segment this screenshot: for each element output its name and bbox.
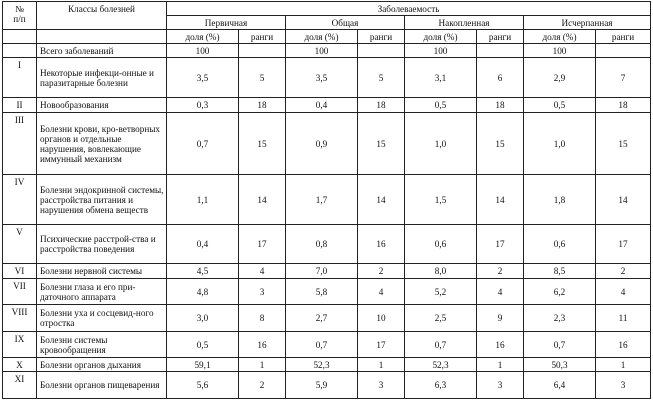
incidence-table-container bbox=[2, 1, 650, 404]
rank-value: 15 bbox=[239, 113, 286, 175]
rank-value: 5 bbox=[358, 58, 405, 98]
rank-value: 7 bbox=[596, 58, 651, 98]
share-value: 1,0 bbox=[524, 113, 596, 175]
share-header: доля (%) bbox=[167, 30, 239, 44]
rank-value: 3 bbox=[596, 372, 651, 399]
value-cell bbox=[358, 44, 405, 58]
share-value: 0,4 bbox=[167, 225, 239, 264]
value-cell: 100 bbox=[167, 44, 239, 58]
rank-value: 14 bbox=[358, 175, 405, 225]
disease-class-name: Всего заболеваний bbox=[37, 44, 167, 58]
table-row bbox=[3, 332, 651, 358]
share-value: 2,9 bbox=[524, 58, 596, 98]
share-value: 52,3 bbox=[286, 358, 358, 372]
value-cell bbox=[239, 44, 286, 58]
share-value: 0,5 bbox=[524, 98, 596, 113]
share-value: 1,8 bbox=[524, 175, 596, 225]
value-cell: 100 bbox=[524, 44, 596, 58]
share-header: доля (%) bbox=[405, 30, 477, 44]
value-cell: 100 bbox=[405, 44, 477, 58]
share-value: 3,5 bbox=[167, 58, 239, 98]
table-row bbox=[3, 358, 651, 372]
rank-value: 4 bbox=[596, 279, 651, 305]
disease-class-name: Болезни эндокринной системы, расстройства питания и нарушения обмена веществ bbox=[37, 175, 167, 225]
class-number: IV bbox=[3, 175, 37, 225]
rank-value: 5 bbox=[239, 58, 286, 98]
disease-class-name: Новообразования bbox=[37, 98, 167, 113]
rank-value: 4 bbox=[358, 279, 405, 305]
share-header: доля (%) bbox=[524, 30, 596, 44]
share-value: 3,1 bbox=[405, 58, 477, 98]
class-number: III bbox=[3, 113, 37, 175]
table-row bbox=[3, 225, 651, 264]
share-value: 6,3 bbox=[405, 372, 477, 399]
class-cell bbox=[3, 44, 37, 58]
rank-value: 2 bbox=[358, 264, 405, 279]
class-number: VIII bbox=[3, 305, 37, 332]
rank-value: 18 bbox=[239, 98, 286, 113]
table-row bbox=[3, 98, 651, 113]
rank-value: 16 bbox=[596, 332, 651, 358]
group-header-primary: Первичная bbox=[167, 16, 286, 30]
table-row-total bbox=[3, 44, 651, 58]
rank-value: 1 bbox=[477, 358, 524, 372]
rank-value: 1 bbox=[358, 358, 405, 372]
rank-header: ранги bbox=[358, 30, 405, 44]
share-value: 0,7 bbox=[167, 113, 239, 175]
share-value: 0,6 bbox=[405, 225, 477, 264]
table-row bbox=[3, 113, 651, 175]
table-row bbox=[3, 305, 651, 332]
class-number: II bbox=[3, 98, 37, 113]
share-value: 52,3 bbox=[405, 358, 477, 372]
share-value: 6,4 bbox=[524, 372, 596, 399]
incidence-header: Заболеваемость bbox=[167, 2, 651, 16]
share-value: 4,5 bbox=[167, 264, 239, 279]
rank-value: 8 bbox=[239, 305, 286, 332]
rank-value: 3 bbox=[358, 372, 405, 399]
share-value: 1,0 bbox=[405, 113, 477, 175]
rank-value: 18 bbox=[596, 98, 651, 113]
class-number: V bbox=[3, 225, 37, 264]
share-value: 0,6 bbox=[524, 225, 596, 264]
share-value: 1,5 bbox=[405, 175, 477, 225]
rank-value: 17 bbox=[239, 225, 286, 264]
share-value: 0,7 bbox=[524, 332, 596, 358]
rank-value: 2 bbox=[477, 264, 524, 279]
number-subheader bbox=[3, 30, 37, 44]
rank-value: 15 bbox=[358, 113, 405, 175]
group-header-accumulated: Накопленная bbox=[405, 16, 524, 30]
table-row bbox=[3, 372, 651, 399]
disease-class-name: Болезни системы кровообращения bbox=[37, 332, 167, 358]
share-header: доля (%) bbox=[286, 30, 358, 44]
disease-class-name: Психические расстрой-ства и расстройства поведения bbox=[37, 225, 167, 264]
rank-header: ранги bbox=[239, 30, 286, 44]
share-value: 1,7 bbox=[286, 175, 358, 225]
disease-class-name: Болезни крови, кро-ветворных органов и отдельные нарушения, вовлекающие иммунный механизм bbox=[37, 113, 167, 175]
rank-header: ранги bbox=[477, 30, 524, 44]
rank-value: 15 bbox=[477, 113, 524, 175]
rank-value: 9 bbox=[477, 305, 524, 332]
share-value: 5,2 bbox=[405, 279, 477, 305]
rank-value: 16 bbox=[358, 225, 405, 264]
rank-value: 18 bbox=[358, 98, 405, 113]
rank-value: 17 bbox=[596, 225, 651, 264]
value-cell bbox=[477, 44, 524, 58]
number-header: № п/п bbox=[3, 2, 37, 30]
share-value: 0,7 bbox=[286, 332, 358, 358]
group-header-general: Общая bbox=[286, 16, 405, 30]
class-number: VII bbox=[3, 279, 37, 305]
rank-value: 18 bbox=[477, 98, 524, 113]
share-value: 8,0 bbox=[405, 264, 477, 279]
rank-value: 2 bbox=[596, 264, 651, 279]
disease-class-name: Болезни нервной системы bbox=[37, 264, 167, 279]
group-header-exhausted: Исчерпанная bbox=[524, 16, 651, 30]
table-row bbox=[3, 58, 651, 98]
rank-value: 16 bbox=[477, 332, 524, 358]
share-value: 0,8 bbox=[286, 225, 358, 264]
share-value: 5,9 bbox=[286, 372, 358, 399]
table-row bbox=[3, 175, 651, 225]
share-value: 3,0 bbox=[167, 305, 239, 332]
share-value: 0,4 bbox=[286, 98, 358, 113]
rank-value: 1 bbox=[239, 358, 286, 372]
disease-class-name: Болезни уха и сосцевид-ного отростка bbox=[37, 305, 167, 332]
disease-class-name: Болезни органов дыхания bbox=[37, 358, 167, 372]
class-number: IX bbox=[3, 332, 37, 358]
share-value: 0,3 bbox=[167, 98, 239, 113]
share-value: 3,5 bbox=[286, 58, 358, 98]
class-number: X bbox=[3, 358, 37, 372]
share-value: 7,0 bbox=[286, 264, 358, 279]
share-value: 0,9 bbox=[286, 113, 358, 175]
rank-value: 1 bbox=[596, 358, 651, 372]
disease-class-name: Некоторые инфекци-онные и паразитарные болезни bbox=[37, 58, 167, 98]
share-value: 6,2 bbox=[524, 279, 596, 305]
rank-value: 4 bbox=[477, 279, 524, 305]
share-value: 59,1 bbox=[167, 358, 239, 372]
share-value: 5,6 bbox=[167, 372, 239, 399]
class-number: XI bbox=[3, 372, 37, 399]
share-value: 5,8 bbox=[286, 279, 358, 305]
share-value: 4,8 bbox=[167, 279, 239, 305]
rank-value: 17 bbox=[358, 332, 405, 358]
rank-value: 4 bbox=[239, 264, 286, 279]
share-value: 1,1 bbox=[167, 175, 239, 225]
share-value: 2,5 bbox=[405, 305, 477, 332]
class-number: VI bbox=[3, 264, 37, 279]
rank-value: 11 bbox=[596, 305, 651, 332]
table-row bbox=[3, 264, 651, 279]
share-value: 0,7 bbox=[405, 332, 477, 358]
table-row bbox=[3, 279, 651, 305]
share-value: 2,3 bbox=[524, 305, 596, 332]
rank-header: ранги bbox=[596, 30, 651, 44]
value-cell bbox=[596, 44, 651, 58]
rank-value: 14 bbox=[477, 175, 524, 225]
rank-value: 3 bbox=[239, 279, 286, 305]
incidence-table bbox=[2, 1, 651, 399]
rank-value: 15 bbox=[596, 113, 651, 175]
rank-value: 3 bbox=[477, 372, 524, 399]
share-value: 50,3 bbox=[524, 358, 596, 372]
disease-class-name: Болезни глаза и его при-даточного аппарата bbox=[37, 279, 167, 305]
rank-value: 6 bbox=[477, 58, 524, 98]
rank-value: 14 bbox=[239, 175, 286, 225]
classes-subheader bbox=[37, 30, 167, 44]
rank-value: 2 bbox=[239, 372, 286, 399]
share-value: 0,5 bbox=[405, 98, 477, 113]
rank-value: 10 bbox=[358, 305, 405, 332]
classes-header: Классы болезней bbox=[37, 2, 167, 30]
share-value: 0,5 bbox=[167, 332, 239, 358]
rank-value: 17 bbox=[477, 225, 524, 264]
value-cell: 100 bbox=[286, 44, 358, 58]
disease-class-name: Болезни органов пищеварения bbox=[37, 372, 167, 399]
rank-value: 14 bbox=[596, 175, 651, 225]
class-number: I bbox=[3, 58, 37, 98]
share-value: 8,5 bbox=[524, 264, 596, 279]
rank-value: 16 bbox=[239, 332, 286, 358]
share-value: 2,7 bbox=[286, 305, 358, 332]
